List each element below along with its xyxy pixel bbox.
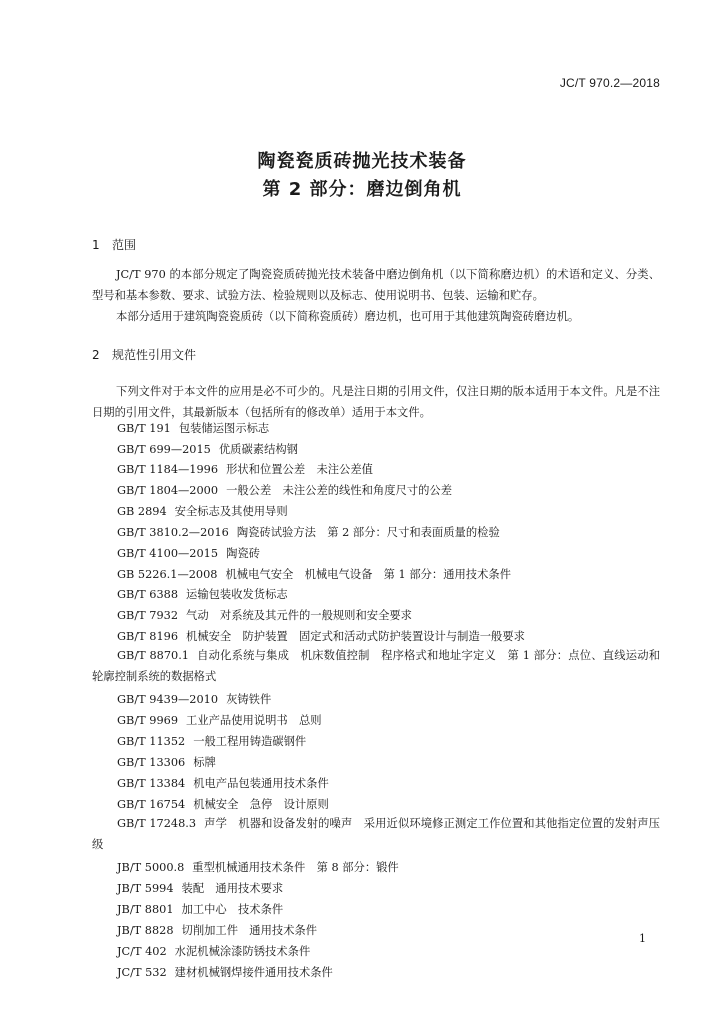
reference-code: GB/T 13306 (117, 756, 186, 769)
page-number: 1 (639, 932, 646, 945)
reference-item (117, 441, 298, 457)
reference-code: JC/T 532 (117, 966, 167, 979)
reference-title: 一般公差 未注公差的线性和角度尺寸的公差 (226, 484, 453, 497)
section-title: 规范性引用文件 (112, 348, 197, 362)
reference-item (117, 775, 329, 791)
section-number: 2 (92, 348, 100, 362)
reference-title: 陶瓷砖试验方法 第 2 部分：尺寸和表面质量的检验 (236, 526, 500, 539)
reference-code: JB/T 8801 (117, 903, 174, 916)
reference-code: GB 5226.1—2008 (117, 568, 218, 581)
reference-title: 加工中心 技术条件 (181, 903, 284, 916)
reference-item (117, 461, 373, 477)
reference-code: GB 2894 (117, 505, 167, 518)
section-title: 范围 (112, 238, 137, 252)
reference-item (117, 545, 260, 561)
reference-title: 声学 机器和设备发射的噪声 采用近似环境修正测定工作位置和其他指定位置的发射声压级 (92, 817, 660, 851)
reference-code: GB/T 191 (117, 422, 171, 435)
reference-code: GB/T 6388 (117, 588, 179, 601)
reference-code: GB/T 17248.3 (117, 817, 197, 830)
reference-item (117, 859, 399, 875)
reference-item (117, 943, 310, 959)
reference-code: GB/T 9969 (117, 714, 179, 727)
reference-title: 切削加工件 通用技术条件 (181, 924, 318, 937)
reference-code: GB/T 13384 (117, 777, 186, 790)
section-heading-scope (92, 236, 136, 253)
scope-paragraph-2: 本部分适用于建筑陶瓷瓷质砖（以下简称瓷质砖）磨边机，也可用于其他建筑陶瓷砖磨边机。 (116, 310, 580, 323)
reference-title: 水泥机械涂漆防锈技术条件 (174, 945, 311, 958)
section-heading-normative-references (92, 346, 196, 363)
reference-item (117, 922, 317, 938)
reference-code: GB/T 7932 (117, 609, 179, 622)
reference-title: 重型机械通用技术条件 第 8 部分：锻件 (192, 861, 399, 874)
reference-title: 形状和位置公差 未注公差值 (226, 463, 373, 476)
reference-code: GB/T 4100—2015 (117, 547, 219, 560)
reference-item (117, 901, 283, 917)
reference-code: GB/T 8196 (117, 630, 179, 643)
reference-code: GB/T 9439—2010 (117, 693, 219, 706)
reference-item (117, 503, 288, 519)
reference-item (117, 566, 511, 582)
reference-title: 优质碳素结构钢 (218, 443, 298, 456)
reference-code: GB/T 11352 (117, 735, 186, 748)
reference-code: JC/T 402 (117, 945, 167, 958)
reference-title: 气动 对系统及其元件的一般规则和安全要求 (186, 609, 412, 622)
reference-code: JB/T 8828 (117, 924, 174, 937)
section-number: 1 (92, 238, 100, 252)
reference-item (117, 796, 329, 812)
reference-code: JB/T 5000.8 (117, 861, 185, 874)
reference-item (117, 524, 500, 540)
reference-title: 陶瓷砖 (226, 547, 260, 560)
reference-title: 包装储运图示标志 (178, 422, 270, 435)
reference-code: GB/T 3810.2—2016 (117, 526, 229, 539)
reference-item (117, 712, 322, 728)
reference-item (117, 586, 288, 602)
reference-title: 自动化系统与集成 机床数值控制 程序格式和地址字定义 第 1 部分：点位、直线运动和轮廓控制系统的数据格式 (92, 649, 660, 683)
reference-code: JB/T 5994 (117, 882, 174, 895)
standard-code: JC/T 970.2—2018 (559, 76, 660, 90)
reference-title: 机械安全 防护装置 固定式和活动式防护装置设计与制造一般要求 (186, 630, 525, 643)
reference-item (117, 733, 306, 749)
reference-title: 工业产品使用说明书 总则 (186, 714, 322, 727)
reference-title: 标牌 (193, 756, 216, 769)
reference-code: GB/T 16754 (117, 798, 186, 811)
reference-title: 灰铸铁件 (226, 693, 272, 706)
reference-item (117, 691, 271, 707)
reference-item (117, 482, 452, 498)
reference-title: 机械电气安全 机械电气设备 第 1 部分：通用技术条件 (225, 568, 511, 581)
reference-title: 建材机械钢焊接件通用技术条件 (174, 966, 333, 979)
reference-title: 机电产品包装通用技术条件 (193, 777, 329, 790)
reference-item (117, 607, 412, 623)
reference-title: 机械安全 急停 设计原则 (193, 798, 329, 811)
reference-title: 安全标志及其使用导则 (174, 505, 288, 518)
reference-code: GB/T 699—2015 (117, 443, 211, 456)
reference-item (92, 813, 660, 855)
reference-code: GB/T 1804—2000 (117, 484, 219, 497)
reference-item (117, 964, 333, 980)
reference-title: 装配 通用技术要求 (181, 882, 284, 895)
reference-item (117, 880, 283, 896)
reference-title: 运输包装收发货标志 (186, 588, 288, 601)
reference-item (117, 754, 216, 770)
reference-item (117, 628, 525, 644)
references-intro-paragraph: 下列文件对于本文件的应用是必不可少的。凡是注日期的引用文件，仅注日期的版本适用于本文件。凡是不注日期的引用文件，其最新版本（包括所有的修改单）适用于本文件。 (92, 385, 660, 419)
reference-code: GB/T 1184—1996 (117, 463, 219, 476)
reference-item (117, 420, 269, 436)
scope-paragraph-1: JC/T 970 的本部分规定了陶瓷瓷质砖抛光技术装备中磨边倒角机（以下简称磨边机）的术语和定义、分类、型号和基本参数、要求、试验方法、检验规则以及标志、使用说明书、包装、运输和贮存。 (92, 268, 660, 302)
document-title: 陶瓷瓷质砖抛光技术装备 (257, 151, 467, 172)
document-subtitle: 第 2 部分：磨边倒角机 (262, 179, 462, 200)
reference-title: 一般工程用铸造碳钢件 (193, 735, 307, 748)
reference-code: GB/T 8870.1 (117, 649, 189, 662)
reference-item (92, 645, 660, 687)
